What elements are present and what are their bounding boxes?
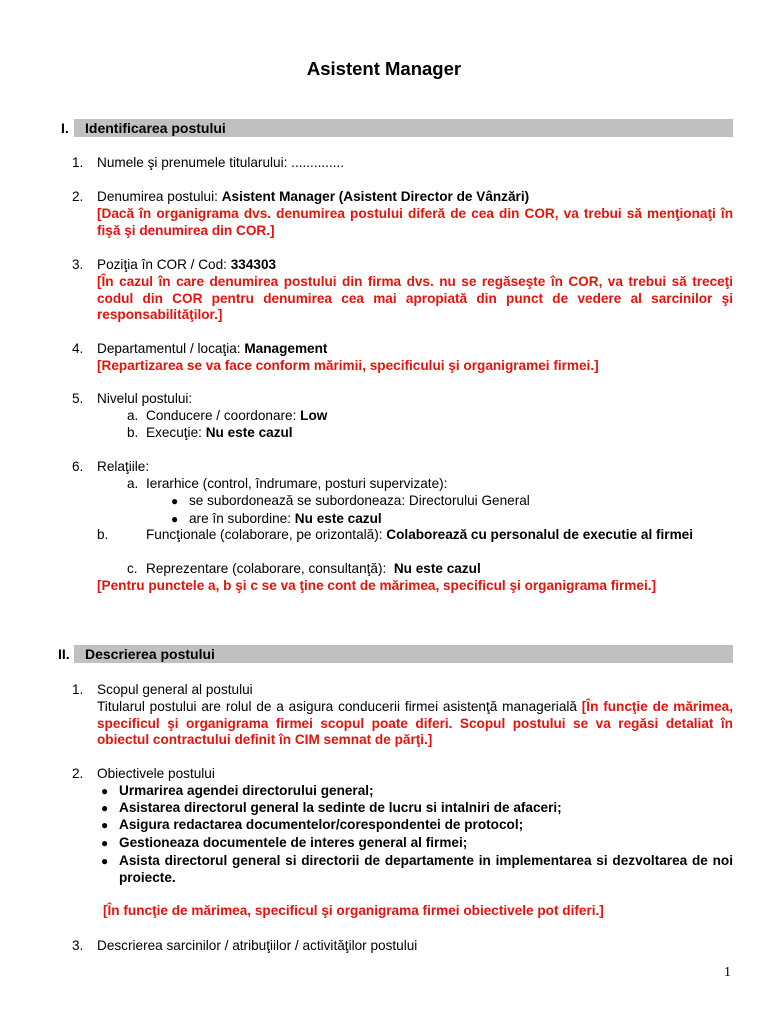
s1-item-1-number: 1. bbox=[72, 155, 84, 170]
s1-item-4-label: Departamentul / locaţia: bbox=[97, 341, 245, 356]
s1-item-4-note: [Repartizarea se va face conform mărimii, specificului şi organigramei firmei.] bbox=[97, 357, 599, 373]
s1-item-6-a-letter: a. bbox=[127, 476, 139, 491]
s1-item-2-number: 2. bbox=[72, 189, 84, 204]
s1-item-6-number: 6. bbox=[72, 459, 84, 474]
section-1-title: Identificarea postului bbox=[74, 119, 733, 137]
s1-item-3-note: [În cazul în care denumirea postului din firma dvs. nu se regăseşte în COR, va trebui să treceţi codul din COR pentru denumirea cea mai apropiată din punct de vedere al sarcinilor şi responsabilităţilor.] bbox=[97, 273, 733, 323]
s2-item-1-text: Titularul postului are rolul de a asigura conducerii firmei asistenţă managerială bbox=[97, 698, 582, 714]
objective-text: Gestioneaza documentele de interes general al firmei; bbox=[119, 835, 468, 850]
bullet-icon: ● bbox=[171, 512, 179, 526]
s1-item-4 bbox=[72, 341, 733, 375]
objective-item bbox=[101, 853, 733, 887]
s1-item-5-b bbox=[127, 425, 293, 442]
objective-item bbox=[101, 835, 733, 852]
page-number: 1 bbox=[724, 965, 731, 980]
s1-item-6-c-letter: c. bbox=[127, 561, 138, 576]
s1-item-5-a bbox=[127, 408, 328, 425]
s1-item-6-b-letter: b. bbox=[97, 527, 109, 542]
s1-item-6-a-label: Ierarhice (control, îndrumare, posturi supervizate): bbox=[146, 476, 448, 491]
s1-item-6-c bbox=[127, 561, 481, 578]
bullet-icon: ● bbox=[101, 836, 109, 850]
section-2-title: Descrierea postului bbox=[74, 645, 733, 663]
s1-item-5 bbox=[72, 391, 733, 408]
s1-item-5-a-label: Conducere / coordonare: bbox=[146, 408, 301, 423]
objective-text: Asigura redactarea documentelor/corespondentei de protocol; bbox=[119, 817, 524, 832]
section-1-heading bbox=[61, 119, 733, 137]
s1-item-6-a-bullet-2-label: are în subordine: bbox=[189, 511, 295, 526]
s1-item-6-b bbox=[97, 527, 733, 544]
bullet-icon: ● bbox=[101, 818, 109, 832]
s2-item-1-note: [În funcţie de mărimea, specificul şi organigrama firmei scopul poate diferi. Scopul postului se va regăsi detaliat în obiectul contractului definit în CIM semnat de părţi.] bbox=[97, 698, 733, 748]
s2-item-2-label: Obiectivele postului bbox=[97, 766, 215, 781]
s1-item-5-a-letter: a. bbox=[127, 408, 139, 423]
s1-item-6-c-value: Nu este cazul bbox=[393, 561, 481, 576]
s1-item-6-b-label: Funcţionale (colaborare, pe orizontală): bbox=[146, 527, 387, 542]
objective-text: Asista directorul general si directorii de departamente in implementarea si dezvoltarea de noi proiecte. bbox=[119, 853, 733, 885]
s1-item-6-note: [Pentru punctele a, b şi c se va ţine cont de mărimea, specificul şi organigrama firmei.] bbox=[97, 578, 657, 593]
s1-item-6-a-bullet-2 bbox=[171, 511, 382, 528]
page-title: Asistent Manager bbox=[306, 58, 462, 79]
s1-item-2-label: Denumirea postului: bbox=[97, 189, 222, 204]
section-2-heading bbox=[58, 645, 733, 663]
section-2-number: II. bbox=[58, 646, 70, 662]
s1-item-5-b-letter: b. bbox=[127, 425, 139, 440]
s1-item-5-number: 5. bbox=[72, 391, 84, 406]
s2-item-2-number: 2. bbox=[72, 766, 84, 781]
s1-item-4-number: 4. bbox=[72, 341, 84, 356]
s1-item-2-value: Asistent Manager (Asistent Director de Vânzări) bbox=[221, 189, 530, 204]
s1-item-2-note: [Dacă în organigrama dvs. denumirea postului diferă de cea din COR, va trebui să menţionaţi în fişă şi denumirea din COR.] bbox=[97, 205, 733, 238]
s2-item-2 bbox=[72, 766, 733, 783]
s1-item-3-number: 3. bbox=[72, 257, 84, 272]
s2-item-1 bbox=[72, 682, 733, 749]
objective-item bbox=[101, 800, 733, 817]
s1-item-5-label: Nivelul postului: bbox=[97, 391, 193, 406]
s1-item-6-c-label: Reprezentare (colaborare, consultanţă): bbox=[146, 561, 394, 576]
s2-item-3 bbox=[72, 938, 733, 955]
objective-item bbox=[101, 817, 733, 834]
s2-item-2-note-block bbox=[103, 903, 739, 920]
s2-item-3-number: 3. bbox=[72, 938, 84, 953]
s1-item-3 bbox=[72, 257, 733, 324]
objective-item bbox=[101, 783, 733, 800]
s1-item-1-text: Numele şi prenumele titularului: .............. bbox=[97, 155, 345, 170]
s1-item-6-a bbox=[127, 476, 448, 493]
s1-item-4-value: Management bbox=[244, 341, 328, 356]
s1-item-3-label: Poziţia în COR / Cod: bbox=[97, 257, 231, 272]
objective-text: Urmarirea agendei directorului general; bbox=[119, 783, 374, 798]
s2-item-3-label: Descrierea sarcinilor / atribuţiilor / activităţilor postului bbox=[97, 938, 418, 953]
s1-item-3-value: 334303 bbox=[230, 257, 277, 272]
s1-item-5-b-value: Nu este cazul bbox=[205, 425, 293, 440]
bullet-icon: ● bbox=[101, 801, 109, 815]
s2-item-1-number: 1. bbox=[72, 682, 84, 697]
section-1-number: I. bbox=[61, 120, 69, 136]
s1-item-5-a-value: Low bbox=[300, 408, 328, 423]
s1-item-6-a-bullet-1 bbox=[171, 493, 530, 510]
s1-item-6 bbox=[72, 459, 733, 476]
s1-item-1 bbox=[72, 155, 733, 172]
bullet-icon: ● bbox=[101, 854, 109, 868]
s1-item-6-b-value: Colaborează cu personalul de executie al firmei bbox=[386, 527, 694, 542]
s1-item-6-label: Relaţiile: bbox=[97, 459, 150, 474]
s1-item-2 bbox=[72, 189, 733, 239]
s2-item-2-note: [În funcţie de mărimea, specificul şi organigrama firmei obiectivele pot diferi.] bbox=[103, 903, 604, 918]
bullet-icon: ● bbox=[171, 494, 179, 508]
objective-text: Asistarea directorul general la sedinte de lucru si intalniri de afaceri; bbox=[119, 800, 562, 815]
s1-item-6-a-bullet-1-text: se subordonează se subordoneaza: Directorului General bbox=[189, 493, 530, 508]
s1-item-6-note-block bbox=[97, 578, 733, 595]
bullet-icon: ● bbox=[101, 784, 109, 798]
s2-item-1-label: Scopul general al postului bbox=[97, 682, 253, 697]
s1-item-6-a-bullet-2-value: Nu este cazul bbox=[294, 511, 382, 526]
s1-item-5-b-label: Execuţie: bbox=[146, 425, 206, 440]
